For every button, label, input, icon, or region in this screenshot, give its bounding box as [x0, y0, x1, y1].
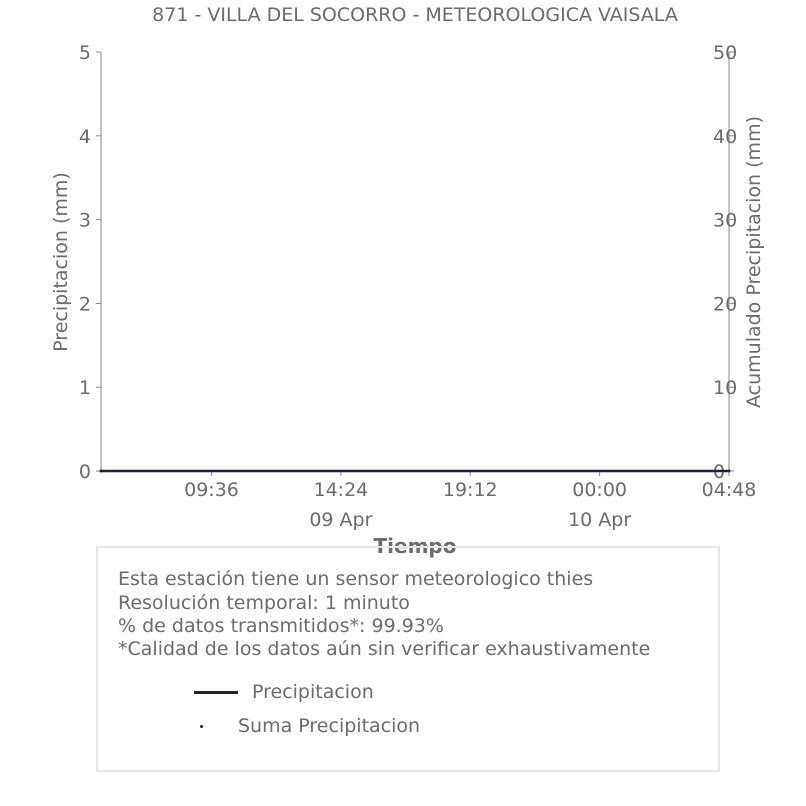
y-tick-label: 3: [78, 209, 91, 232]
info-quality-note: *Calidad de los datos aún sin verificar exhaustivamente: [118, 638, 651, 660]
x-tick-label: 00:00: [572, 479, 628, 501]
series-point-suma-precipitacion: [100, 470, 103, 473]
series-point-suma-precipitacion: [728, 470, 731, 473]
x-tick-label: 19:12: [442, 479, 498, 501]
ticks: [79, 42, 756, 531]
x-tick-date-label: 10 Apr: [568, 509, 632, 531]
x-tick-label: 09:36: [184, 479, 239, 501]
x-axis-label: Tiempo: [373, 534, 457, 558]
info-transmitted-text: % de datos transmitidos*: 99.93%: [118, 615, 444, 637]
info-sensor-text: Esta estación tiene un sensor meteorologico thies: [118, 568, 594, 590]
y-tick-label: 2: [78, 293, 91, 316]
legend-line-swatch: [194, 691, 238, 694]
legend-label-suma: Suma Precipitacion: [238, 715, 421, 737]
y-axis-label: Precipitacion (mm): [50, 172, 72, 352]
y2-axis-label: Acumulado Precipitacion (mm): [743, 116, 765, 408]
chart-title: 871 - VILLA DEL SOCORRO - METEOROLOGICA VAISALA: [152, 4, 678, 26]
legend-dot-swatch: [200, 725, 203, 728]
y2-tick-label: 40: [713, 125, 738, 148]
info-box: [96, 546, 720, 772]
info-resolution-text: Resolución temporal: 1 minuto: [118, 592, 410, 614]
y-tick-label: 1: [78, 377, 91, 400]
y2-tick-label: 0: [713, 461, 726, 483]
y2-tick-label: 10: [713, 377, 738, 400]
x-tick-label: 14:24: [313, 479, 369, 501]
y2-tick-label: 20: [713, 293, 738, 316]
axes: [101, 52, 729, 471]
series: [100, 470, 731, 473]
y-tick-label: 5: [78, 42, 91, 64]
y2-tick-label: 30: [713, 209, 738, 232]
legend-label-precipitacion: Precipitacion: [252, 681, 374, 703]
y-tick-label: 4: [78, 125, 91, 148]
x-tick-label: 04:48: [701, 479, 757, 501]
y2-tick-label: 50: [713, 42, 738, 64]
x-tick-date-label: 09 Apr: [309, 509, 373, 531]
y-tick-label: 0: [78, 461, 91, 483]
